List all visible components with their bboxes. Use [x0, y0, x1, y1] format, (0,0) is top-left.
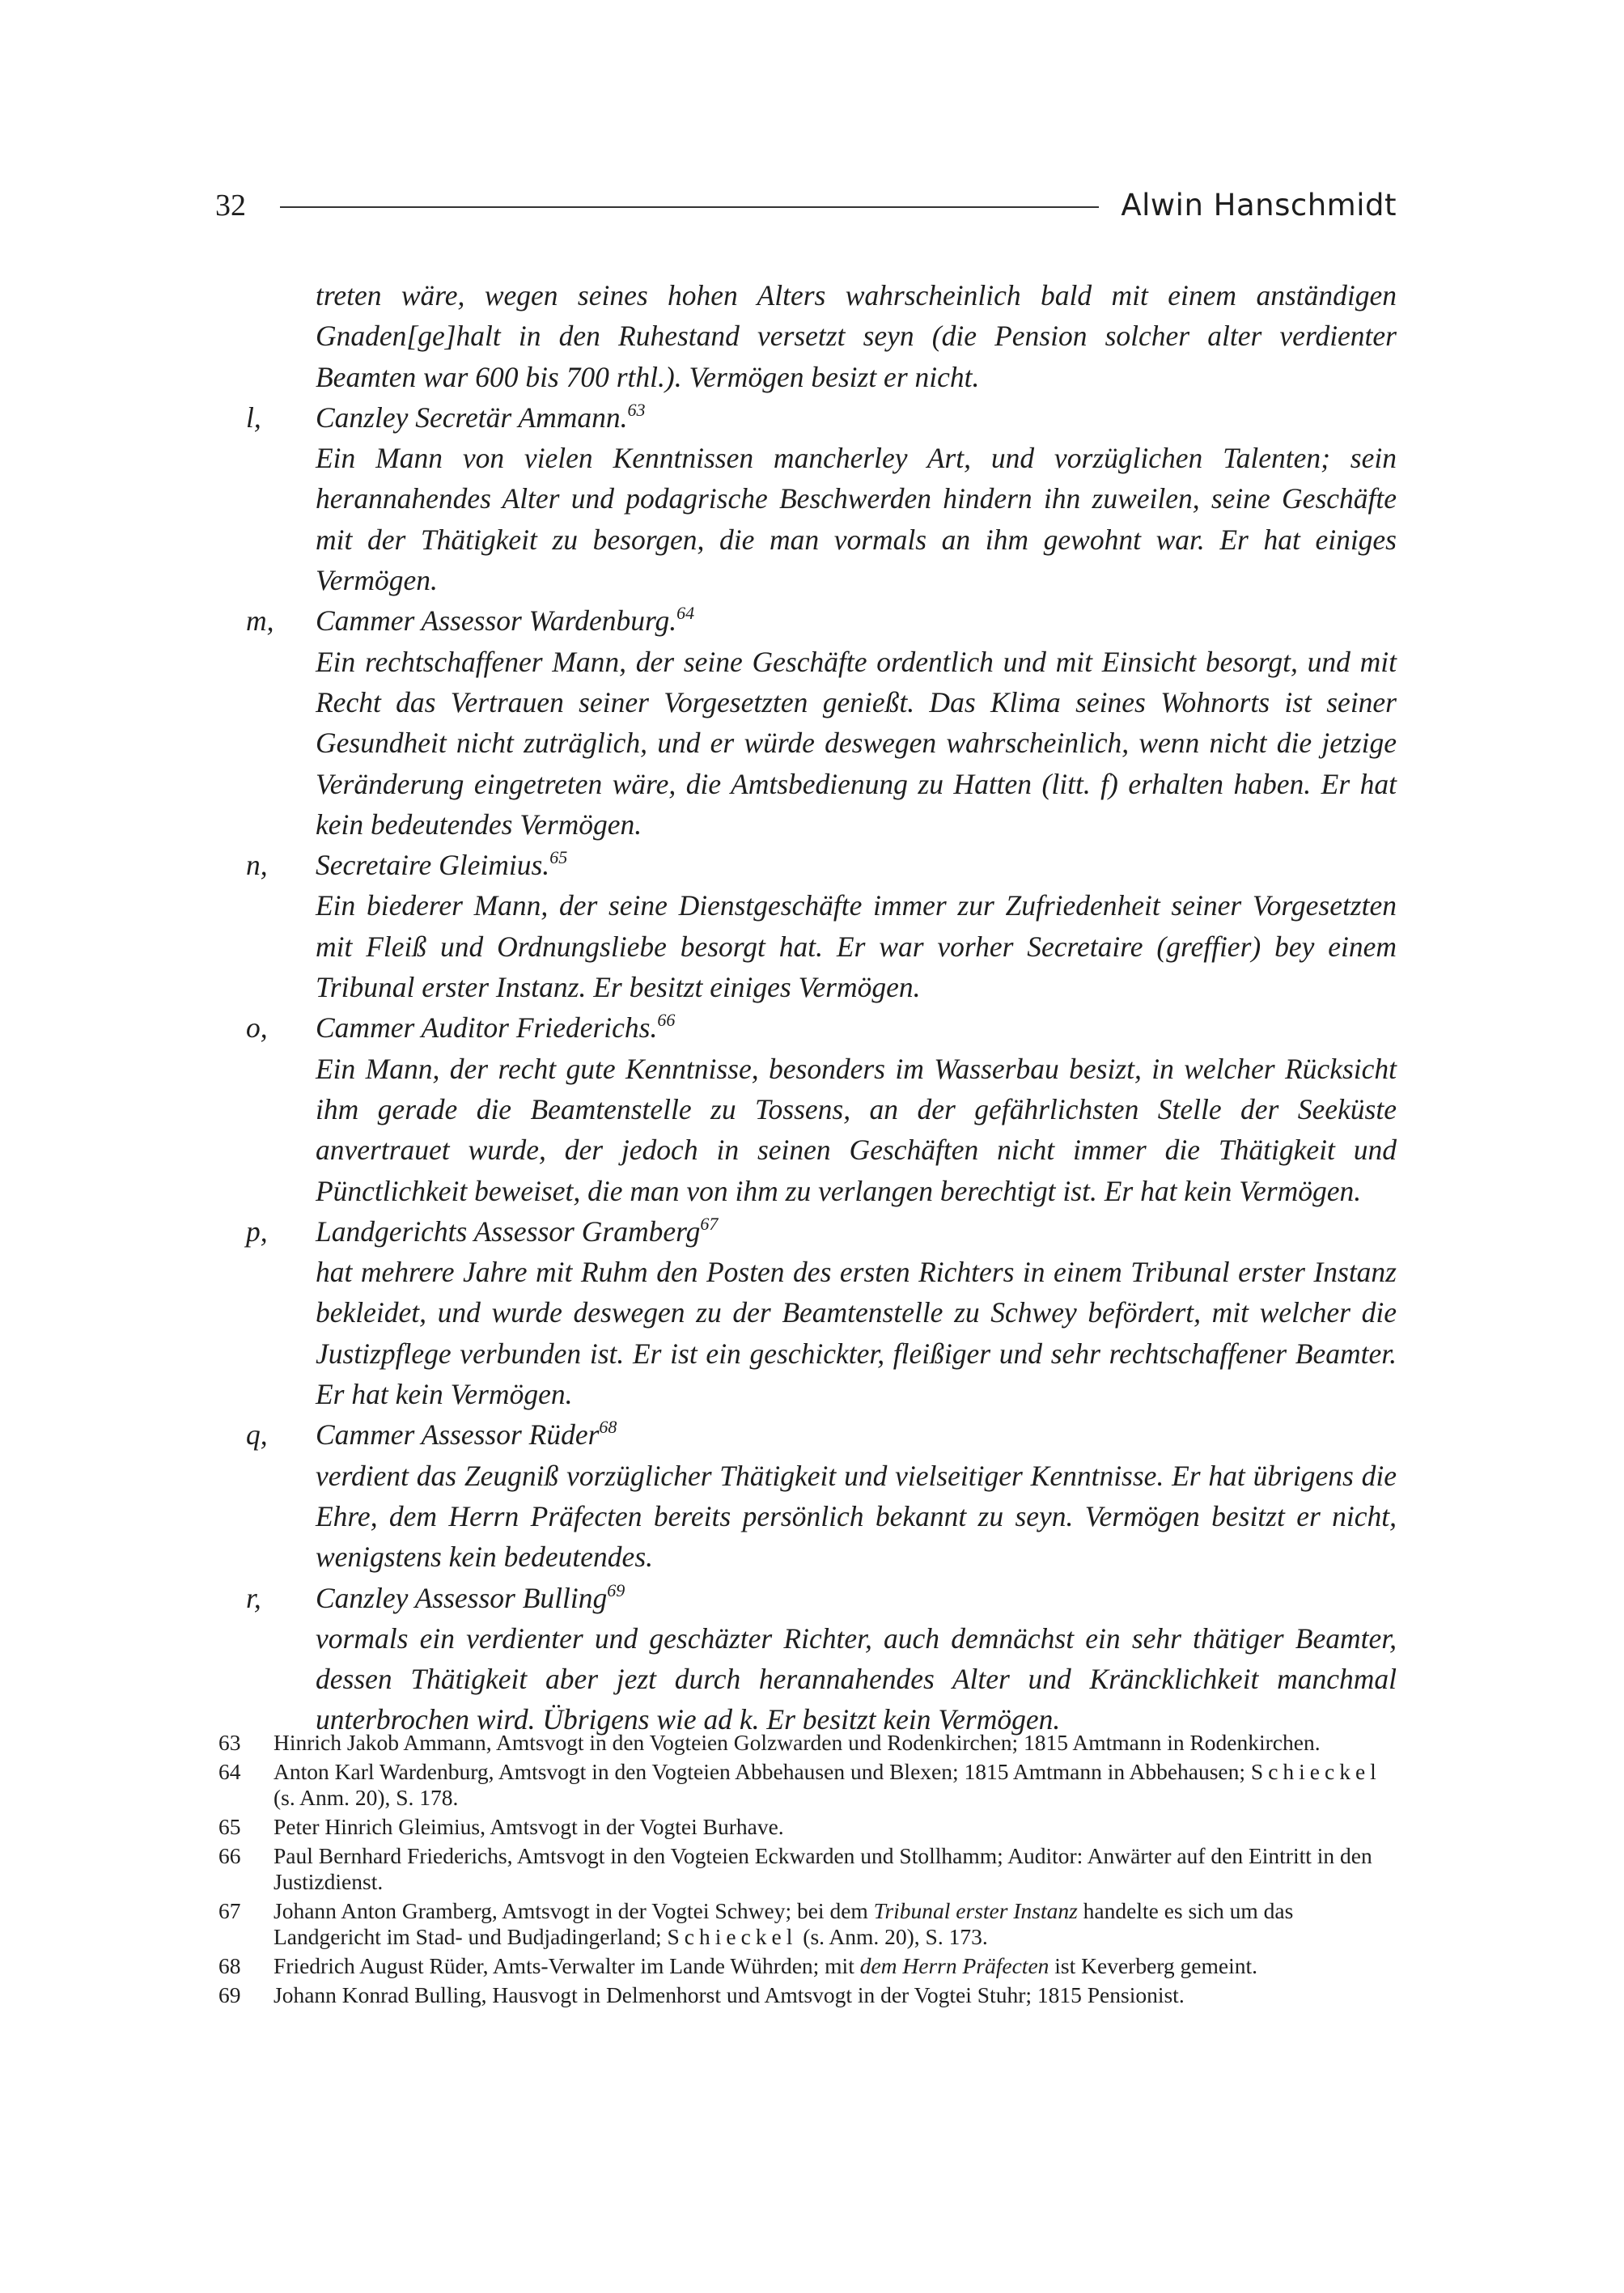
entry-letter: r,: [246, 1581, 261, 1614]
page-number: 32: [215, 189, 246, 223]
footnote-ref[interactable]: 66: [657, 1010, 676, 1031]
footnote-number: 66: [218, 1842, 241, 1868]
entry-text: Ein biederer Mann, der seine Dienstgeschäfte immer zur Zufriedenheit seiner Vorgesetzten mit Fleiß und Ordnungsliebe besorgt hat. Er war vorher Secretaire (greffier) bey einem Tribunal erster Instanz. Er besitzt einiges Vermögen.: [316, 889, 1397, 1004]
entry-title: Canzley Assessor Bulling: [316, 1581, 608, 1614]
entry-o: [215, 1007, 1397, 1210]
body-text: [215, 275, 1397, 1740]
entry-m: [215, 600, 1397, 845]
footnote-67: [215, 1898, 1397, 1951]
entry-title: Cammer Auditor Friederichs.: [316, 1011, 658, 1045]
footnote-text: Peter Hinrich Gleimius, Amtsvogt in der Vogtei Burhave.: [273, 1813, 784, 1839]
entry-text: verdient das Zeugniß vorzüglicher Thätigkeit und vielseitiger Kenntnisse. Er hat übrigens die Ehre, dem Herrn Präfecten bereits persönlich bekannt zu seyn. Vermögen besitzt er nicht, wenigstens kein bedeutendes.: [316, 1459, 1397, 1574]
entry-letter: m,: [246, 604, 274, 638]
continuation-paragraph: treten wäre, wegen seines hohen Alters wahrscheinlich bald mit einem anständigen Gnaden[ge]halt in den Ruhestand versetzt seyn (die Pension solcher alter verdienter Beamten war 600 bis 700 rthl.). Vermögen besizt er nicht.: [316, 279, 1397, 393]
entry-title: Cammer Assessor Rüder: [316, 1418, 600, 1452]
footnote-65: [215, 1814, 1397, 1840]
footnote-text: Johann Konrad Bulling, Hausvogt in Delmenhorst und Amtsvogt in der Vogtei Stuhr; 1815 Pensionist.: [273, 1981, 1185, 2007]
entry-text: vormals ein verdienter und geschäzter Richter, auch demnächst ein sehr thätiger Beamter, dessen Thätigkeit aber jezt durch herannahendes Alter und Kräncklichkeit manchmal unterbrochen wird. Übrigens wie ad k. Er besitzt kein Vermögen.: [316, 1621, 1397, 1736]
entry-heading: [215, 1578, 1397, 1618]
footnote-text: Paul Bernhard Friederichs, Amtsvogt in den Vogteien Eckwarden und Stollhamm; Auditor: Anwärter auf den Eintritt in den Justizdienst.: [273, 1842, 1372, 1894]
footnote-italic: Tribunal erster Instanz: [873, 1897, 1078, 1923]
footnote-ref[interactable]: 65: [549, 847, 568, 868]
footnote-number: 67: [218, 1897, 241, 1923]
footnote-ref[interactable]: 64: [676, 603, 695, 624]
entry-heading: [215, 845, 1397, 885]
footnote-text: ist Keverberg gemeint.: [1049, 1952, 1258, 1978]
entry-r: [215, 1578, 1397, 1740]
footnote-number: 64: [218, 1758, 241, 1784]
entry-letter: o,: [246, 1011, 268, 1045]
footnote-ref[interactable]: 67: [700, 1213, 719, 1234]
entry-l: [215, 397, 1397, 600]
footnote-author: Schieckel: [667, 1924, 798, 1950]
entry-heading: [215, 1414, 1397, 1455]
footnote-text: Anton Karl Wardenburg, Amtsvogt in den Vogteien Abbehausen und Blexen; 1815 Amtmann in Abbehausen;: [273, 1758, 1251, 1784]
entry-p: [215, 1211, 1397, 1414]
entry-title: Canzley Secretär Ammann.: [316, 401, 628, 434]
entry-title: Landgerichts Assessor Gramberg: [316, 1214, 701, 1248]
footnote-text: (s. Anm. 20), S. 173.: [797, 1924, 988, 1950]
entry-title: Cammer Assessor Wardenburg.: [316, 604, 677, 638]
footnotes: [215, 1730, 1397, 2011]
entry-text: Ein Mann von vielen Kenntnissen mancherley Art, und vorzüglichen Talenten; sein herannahendes Alter und podagrische Beschwerden hindern ihn zuweilen, seine Geschäfte mit der Thätigkeit zu besorgen, die man vormals an ihm gewohnt war. Er hat einiges Vermögen.: [316, 442, 1397, 597]
footnote-ref[interactable]: 63: [627, 399, 646, 420]
entry-letter: l,: [246, 401, 261, 434]
header-rule: [280, 206, 1099, 208]
entry-title: Secretaire Gleimius.: [316, 849, 550, 882]
entry-letter: q,: [246, 1418, 268, 1452]
footnote-number: 63: [218, 1730, 241, 1755]
entry-text: Ein Mann, der recht gute Kenntnisse, besonders im Wasserbau besizt, in welcher Rücksicht ihm gerade die Beamtenstelle zu Tossens, an der gefährlichsten Stelle der Seeküste anvertrauet wurde, der jedoch in seinen Geschäften nicht immer die Thätigkeit und Pünctlichkeit beweiset, die man von ihm zu verlangen berechtigt ist. Er hat kein Vermögen.: [316, 1052, 1397, 1207]
footnote-text: Hinrich Jakob Ammann, Amtsvogt in den Vogteien Golzwarden und Rodenkirchen; 1815 Amtmann in Rodenkirchen.: [273, 1730, 1321, 1755]
footnote-italic: dem Herrn Präfecten: [859, 1952, 1049, 1978]
footnote-ref[interactable]: 68: [599, 1417, 617, 1438]
entry-letter: p,: [246, 1214, 268, 1248]
footnote-author: Schieckel: [1250, 1758, 1381, 1784]
footnote-number: 68: [218, 1952, 241, 1978]
footnote-text: (s. Anm. 20), S. 178.: [273, 1785, 459, 1811]
entry-letter: n,: [246, 849, 268, 882]
entry-heading: [215, 600, 1397, 641]
footnote-text: Friedrich August Rüder, Amts-Verwalter im Lande Wührden; mit: [273, 1952, 860, 1978]
entry-heading: [215, 1007, 1397, 1048]
footnote-69: [215, 1982, 1397, 2008]
footnote-text: handelte es sich um das Landgericht im Stad- und Budjadingerland;: [273, 1897, 1294, 1950]
footnote-number: 65: [218, 1813, 241, 1839]
footnote-ref[interactable]: 69: [607, 1579, 625, 1600]
footnote-number: 69: [218, 1981, 241, 2007]
running-head: Alwin Hanschmidt: [1121, 188, 1397, 223]
footnote-66: [215, 1843, 1397, 1896]
footnote-64: [215, 1759, 1397, 1812]
entry-heading: [215, 397, 1397, 438]
page-header: [215, 181, 1397, 230]
footnote-text: Johann Anton Gramberg, Amtsvogt in der Vogtei Schwey; bei dem: [273, 1897, 874, 1923]
entry-q: [215, 1414, 1397, 1577]
entry-text: hat mehrere Jahre mit Ruhm den Posten des ersten Richters in einem Tribunal erster Instanz bekleidet, und wurde deswegen zu der Beamtenstelle zu Schwey befördert, mit welcher die Justizpflege verbunden ist. Er ist ein geschickter, fleißiger und sehr rechtschaffener Beamter. Er hat kein Vermögen.: [316, 1256, 1397, 1411]
entry-n: [215, 845, 1397, 1007]
entry-text: Ein rechtschaffener Mann, der seine Geschäfte ordentlich und mit Einsicht besorgt, und mit Recht das Vertrauen seiner Vorgesetzten genießt. Das Klima seines Wohnorts ist seiner Gesundheit nicht zuträglich, und er würde deswegen wahrscheinlich, wenn nicht die jetzige Veränderung eingetreten wäre, die Amtsbedienung zu Hatten (litt. f) erhalten haben. Er hat kein bedeutendes Vermögen.: [316, 645, 1397, 841]
footnote-63: [215, 1730, 1397, 1756]
entry-heading: [215, 1211, 1397, 1252]
footnote-68: [215, 1953, 1397, 1979]
